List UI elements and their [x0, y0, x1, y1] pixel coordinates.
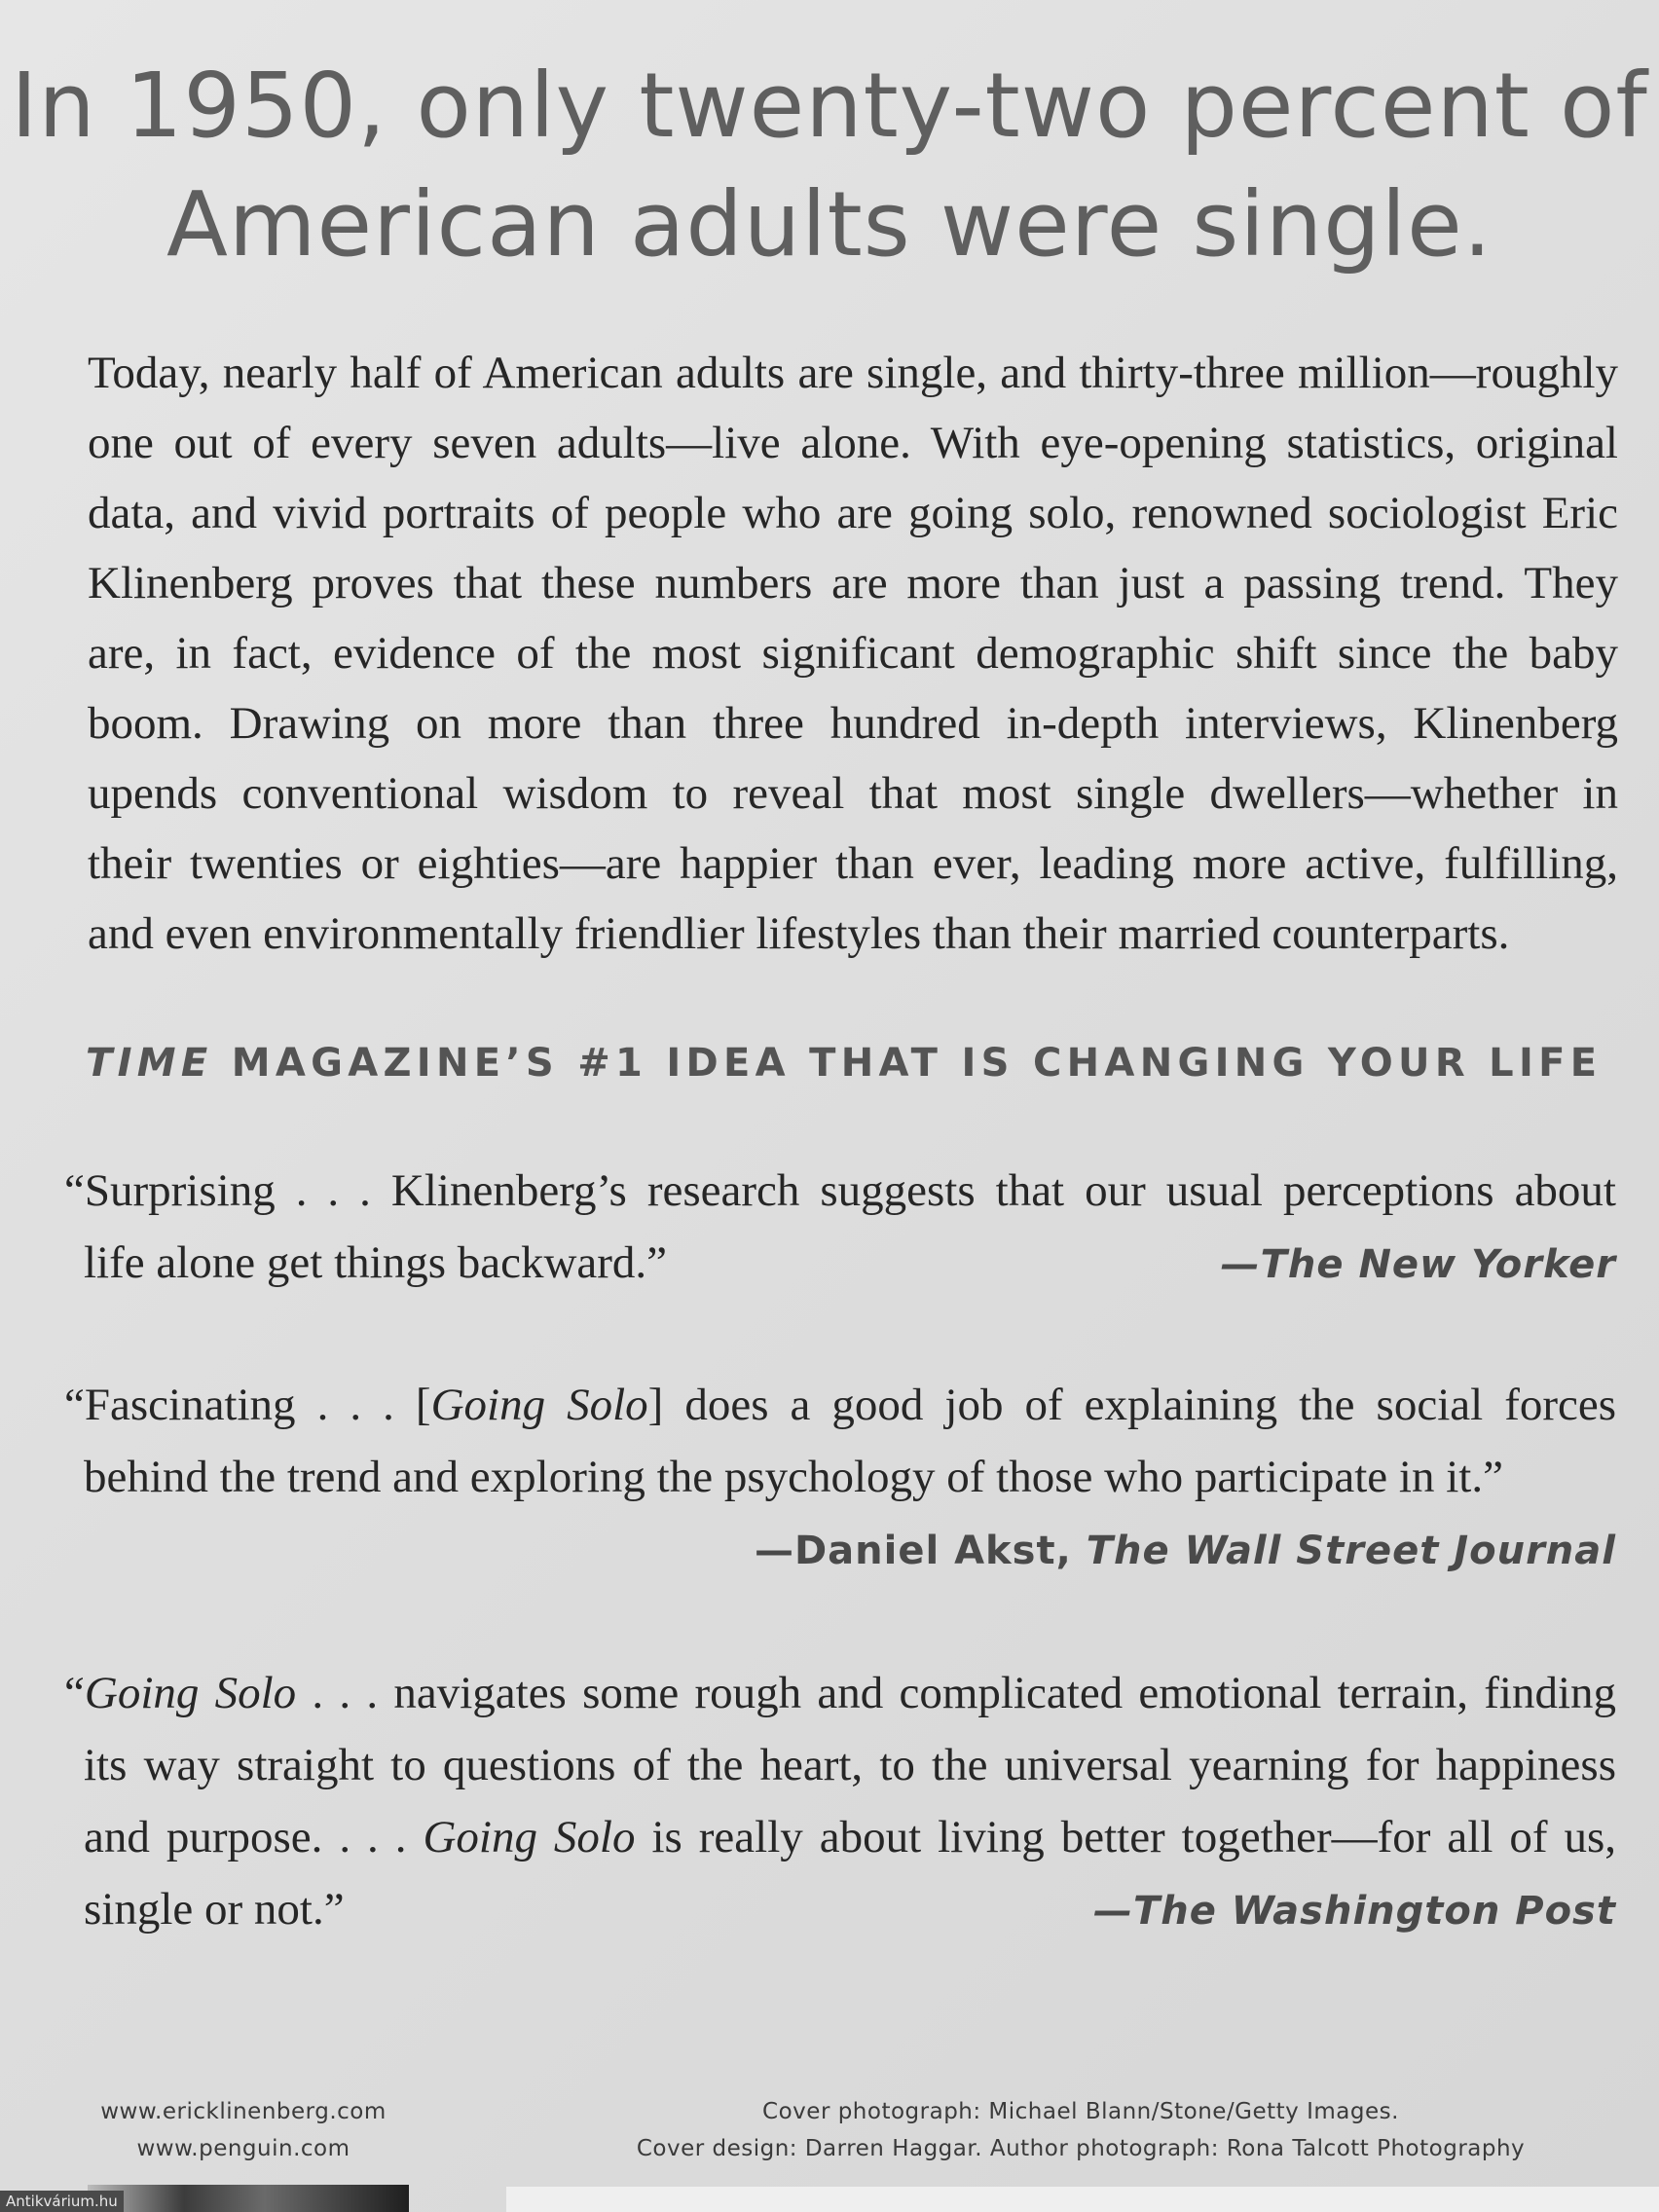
headline	[0, 47, 1659, 284]
quote-attribution-row	[64, 1513, 1616, 1587]
quote-line: “Surprising . . . Klinenberg’s research suggests that our usual perceptions about	[64, 1165, 1616, 1216]
quote-row	[64, 1227, 1616, 1301]
time-magazine-kicker	[86, 1034, 1614, 1092]
quote-attribution	[1221, 1229, 1616, 1301]
attribution-source: —The Washington Post	[1092, 1889, 1616, 1934]
website-link[interactable]: www.ericklinenberg.com	[100, 2099, 387, 2124]
headline-line-1: In 1950, only twenty-two percent of	[11, 54, 1648, 158]
quote-text: “Fascinating . . . [	[64, 1380, 431, 1430]
description-line: data, and vivid portraits of people who are going solo, renowned sociologist Eric	[88, 488, 1618, 538]
quote-line: life alone get things backward.”	[84, 1237, 668, 1288]
review-quote-wall-street-journal	[64, 1369, 1616, 1587]
attribution-source: The Wall Street Journal	[1086, 1529, 1616, 1573]
description-line: and even environmentally friendlier lifestyles than their married counterparts.	[88, 908, 1510, 959]
book-title: Going Solo	[423, 1812, 636, 1862]
quote-text: is really about living better together—for all of us,	[635, 1812, 1617, 1862]
kicker-time: TIME	[86, 1041, 213, 1086]
quote-row	[64, 1873, 1616, 1947]
quote-line: behind the trend and exploring the psychology of those who participate in it.”	[84, 1452, 1503, 1502]
description-paragraph	[88, 338, 1618, 969]
attribution-source: —The New Yorker	[1220, 1242, 1616, 1287]
cover-photo-credit: Cover photograph: Michael Blann/Stone/Getty Images.	[762, 2099, 1399, 2124]
description-line: one out of every seven adults—live alone. With eye-opening statistics, original	[88, 418, 1618, 468]
description-line: their twenties or eighties—are happier than ever, leading more active, fulfilling,	[88, 838, 1618, 889]
attribution-name: —Daniel Akst,	[754, 1529, 1087, 1573]
quote-line: its way straight to questions of the heart, to the universal yearning for happiness	[84, 1740, 1616, 1790]
description-line: boom. Drawing on more than three hundred in-depth interviews, Klinenberg	[88, 698, 1618, 749]
quote-line	[64, 1369, 1616, 1441]
author-photo	[88, 2185, 409, 2212]
quote-attribution	[755, 1529, 1616, 1573]
quote-text: “	[64, 1668, 85, 1718]
footer-credits	[545, 2093, 1616, 2167]
quote-line	[64, 1657, 1616, 1729]
description-line: Klinenberg proves that these numbers are more than just a passing trend. They	[88, 558, 1618, 608]
book-title: Going Solo	[84, 1668, 297, 1718]
book-title: Going Solo	[430, 1380, 648, 1430]
barcode-panel	[506, 2187, 1659, 2212]
footer-websites	[58, 2093, 428, 2167]
quote-line	[64, 1801, 1616, 1873]
website-link[interactable]: www.penguin.com	[136, 2136, 350, 2161]
review-quote-washington-post	[64, 1657, 1616, 1947]
quote-text: ] does a good job of explaining the social forces	[647, 1380, 1617, 1430]
headline-line-2: American adults were single.	[166, 172, 1493, 276]
description-line: Today, nearly half of American adults are single, and thirty-three million—roughly	[88, 348, 1618, 398]
description-line: are, in fact, evidence of the most significant demographic shift since the baby	[88, 628, 1618, 679]
review-quote-new-yorker	[64, 1155, 1616, 1301]
quote-text: and purpose. . . .	[84, 1812, 424, 1862]
kicker-rest: MAGAZINE’S #1 IDEA THAT IS CHANGING YOUR LIFE	[212, 1041, 1603, 1086]
quote-line: single or not.”	[84, 1884, 345, 1935]
design-credit: Cover design: Darren Haggar. Author photograph: Rona Talcott Photography	[636, 2136, 1526, 2161]
quote-attribution	[1093, 1875, 1616, 1947]
quote-text: . . . navigates some rough and complicated emotional terrain, finding	[296, 1668, 1616, 1718]
watermark: Antikvárium.hu	[0, 2191, 124, 2212]
description-line: upends conventional wisdom to reveal that most single dwellers—whether in	[88, 768, 1618, 819]
